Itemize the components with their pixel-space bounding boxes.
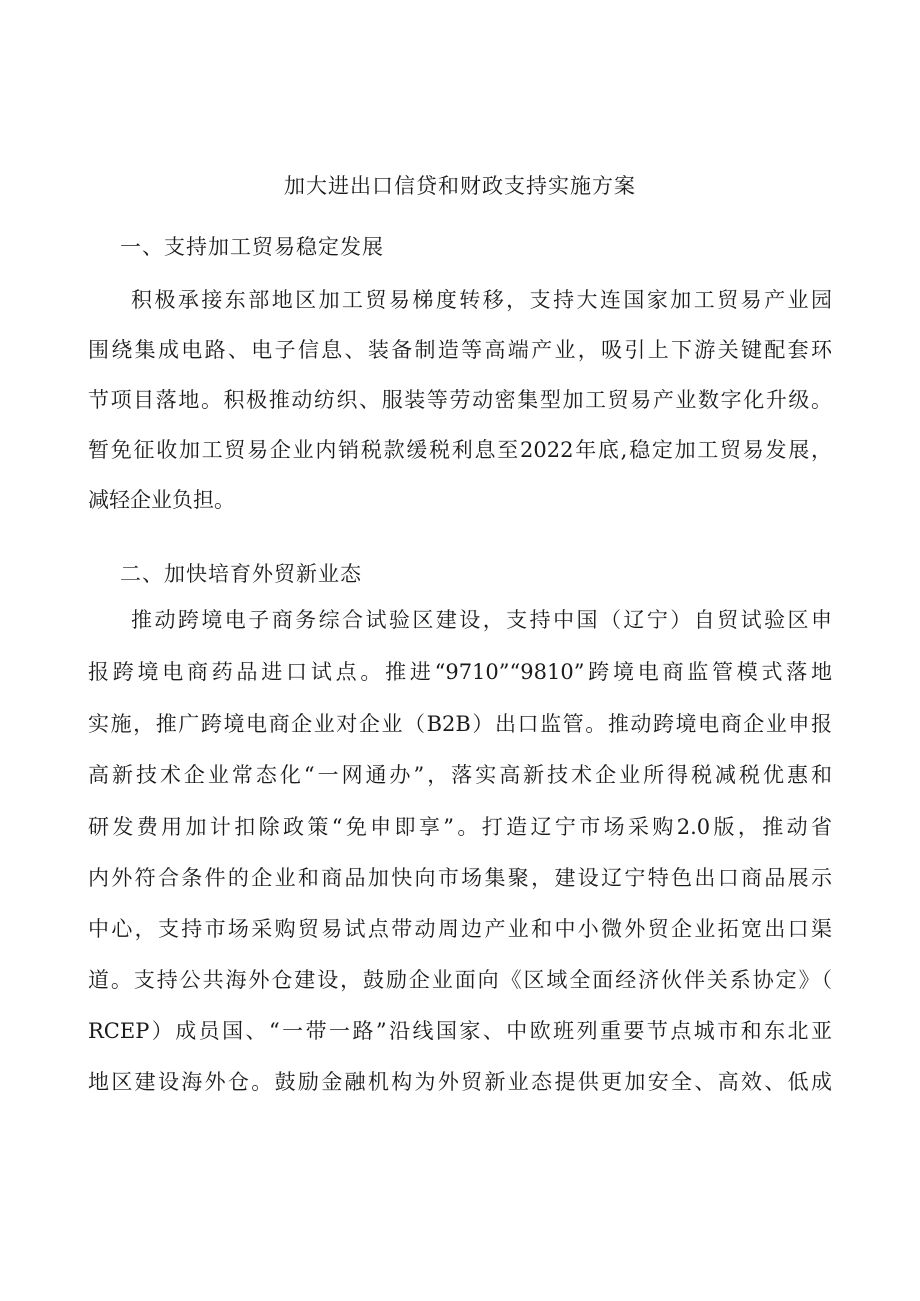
paragraph-line: 暂免征收加工贸易企业内销税款缓税利息至2022年底,稳定加工贸易发展， <box>88 438 832 462</box>
paragraph-line: RCEP）成员国、“一带一路”沿线国家、中欧班列重要节点城市和东北亚 <box>88 1019 832 1043</box>
paragraph-line: 减轻企业负担。 <box>88 488 235 512</box>
paragraph-line: 高新技术企业常态化“一网通办”，落实高新技术企业所得税减税优惠和 <box>88 763 832 787</box>
paragraph-line: 围绕集成电路、电子信息、装备制造等高端产业，吸引上下游关键配套环 <box>88 338 832 362</box>
paragraph-line: 研发费用加计扣除政策“免申即享”。打造辽宁市场采购2.0版，推动省 <box>88 815 832 839</box>
paragraph-line: 节项目落地。积极推动纺织、服装等劳动密集型加工贸易产业数字化升级。 <box>88 388 832 412</box>
paragraph-line: 中心，支持市场采购贸易试点带动周边产业和中小微外贸企业拓宽出口渠 <box>88 917 832 941</box>
document-title: 加大进出口信贷和财政支持实施方案 <box>284 174 636 198</box>
section-heading-1: 一、支持加工贸易稳定发展 <box>120 235 384 259</box>
paragraph-line: 推动跨境电子商务综合试验区建设，支持中国（辽宁）自贸试验区申 <box>131 608 832 632</box>
paragraph-line: 实施，推广跨境电商企业对企业（B2B）出口监管。推动跨境电商企业申报 <box>88 712 832 736</box>
paragraph-line: 道。支持公共海外仓建设，鼓励企业面向《区域全面经济伙伴关系协定》（ <box>88 968 832 992</box>
paragraph-line: 地区建设海外仓。鼓励金融机构为外贸新业态提供更加安全、高效、低成 <box>88 1070 832 1094</box>
paragraph-line: 报跨境电商药品进口试点。推进“9710”“9810”跨境电商监管模式落地 <box>88 660 832 684</box>
paragraph-line: 积极承接东部地区加工贸易梯度转移，支持大连国家加工贸易产业园 <box>131 288 832 312</box>
section-heading-2: 二、加快培育外贸新业态 <box>120 562 362 586</box>
paragraph-line: 内外符合条件的企业和商品加快向市场集聚，建设辽宁特色出口商品展示 <box>88 866 832 890</box>
